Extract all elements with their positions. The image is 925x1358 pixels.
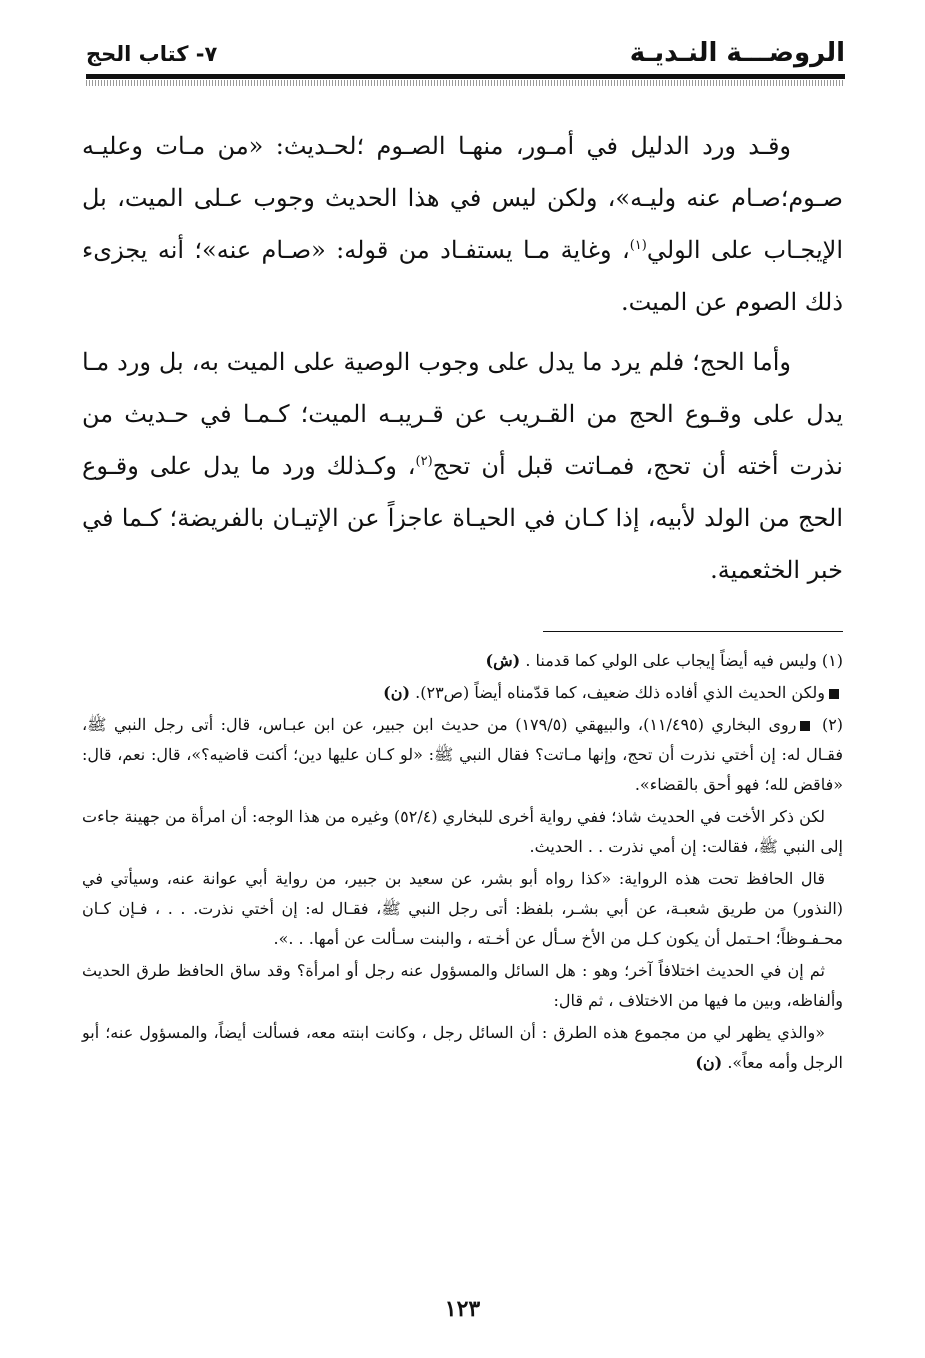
footnote-separator (543, 631, 843, 632)
footnote-1-comment-text: ولكن الحديث الذي أفاده ذلك ضعيف، كما قدّمناه أيضاً (ص٢٣). (415, 683, 825, 702)
footnote-2-quote: «والذي يظهر لي من مجموع هذه الطرق : أن السائل رجل ، وكانت ابنته معه، فسألت أيضاً، والمسؤول عنه؛ أبو الرجل وأمه معاً». (82, 1023, 843, 1072)
footnote-1-sigil: (ش) (485, 651, 521, 670)
footnote-ref-1[interactable]: (١) (629, 238, 647, 253)
chapter-title: ٧- كتاب الحج (86, 42, 218, 66)
square-marker-icon (829, 689, 839, 699)
footnote-2-text: روى البخاري (١١/٤٩٥)، والبيهقي (١٧٩/٥) من حديث ابن جبير، عن ابن عبـاس، قال: أتى رجل النبي ﷺ، فقـال له: إن أختي نذرت أن تحج، وإنها مـاتت؟ فقال النبي ﷺ: «لو كـان عليها دين؛ أكنت قاضيه؟»، قال: نعم، قال: «فاقض لله؛ فهو أحق بالقضاء». (82, 715, 844, 794)
paragraph-fasting (82, 120, 843, 328)
paragraph-hajj-text-a: وأما الحج؛ فلم يرد ما يدل على وجوب الوصية على الميت به، بل ورد مـا يدل على وقـوع الحج من القـريب عن قـريبـه الميت؛ كـمـا في حـديث من نذرت أخته أن تحج، فمـاتت قبل أن تحج (82, 348, 843, 480)
running-header (86, 38, 845, 70)
footnote-2-paragraph-3: قال الحافظ تحت هذه الرواية: «كذا رواه أبو بشر، عن سعيد بن جبير، من رواية أبي عوانة عنه، وسيأتي في (النذور) من طريق شعبـة، عن أبي بشـر، بلفظ: أتى رجل النبي ﷺ، فقـال له: إن أختي نذرت. . . ، فـإن كـان محـفـوظاً؛ احـتمل أن يكون كـل من الأخ سـأل عن أخـته ، والبنت سـألت عن أمها. . .». (82, 869, 844, 948)
footnote-2 (82, 710, 843, 800)
footnote-1-comment-sigil: (ن) (383, 683, 411, 702)
paragraph-hajj (82, 336, 843, 596)
footnote-1-text: (١) وليس فيه أيضاً إيجاب على الولي كما قدمنا . (525, 651, 843, 670)
paragraph-hajj-text-b: ، وكـذلك ورد ما يدل على وقـوع الحج من الولد لأبيه، إذا كـان في الحيـاة عاجزاً عن الإتيـان بالفريضة؛ كـما في خبر الخثعمية. (82, 452, 843, 584)
book-title: الروضـــة النـديـة (629, 38, 845, 68)
paragraph-fasting-text-a: وقـد ورد الدليل في أمـور، منهـا الصـوم ؛لحـديث: «من مـات وعليـه صـوم؛صـام عنه وليـه»، ولكن ليس في هذا الحديث وجوب عـلى الميت، بل الإيجـاب على الولي (82, 132, 844, 264)
square-marker-icon (800, 721, 810, 731)
footnote-2-number: (٢) (821, 715, 844, 734)
footnote-1-comment (82, 678, 843, 708)
header-hatch-rule (86, 80, 845, 86)
page-number: ١٢٣ (444, 1296, 481, 1322)
footnote-2-paragraph-5 (82, 1018, 843, 1078)
footnote-2-paragraph-2: لكن ذكر الأخت في الحديث شاذ؛ ففي رواية أخرى للبخاري (٥٢/٤) وغيره من هذا الوجه: أن امرأة من جهينة جاءت إلى النبي ﷺ، فقالت: إن أمي نذرت . . الحديث. (82, 807, 843, 856)
paragraph-fasting-text-b: ، وغاية مـا يستفـاد من قوله: «صـام عنه»؛ أنه يجزىء ذلك الصوم عن الميت. (82, 236, 843, 316)
footnote-2-paragraph-4: ثم إن في الحديث اختلافاً آخر؛ وهو : هل السائل والمسؤول عنه رجل أو امرأة؟ وقد ساق الحافظ طرق الحديث وألفاظه، وبين ما فيها من الاختلاف ، ثم قال: (82, 961, 843, 1010)
main-text (82, 120, 843, 596)
footnote-ref-2[interactable]: (٢) (415, 454, 433, 469)
header-rule (86, 74, 845, 79)
footnote-2-sigil: (ن) (695, 1053, 723, 1072)
footnote-1 (82, 646, 843, 676)
footnotes (82, 646, 843, 1080)
